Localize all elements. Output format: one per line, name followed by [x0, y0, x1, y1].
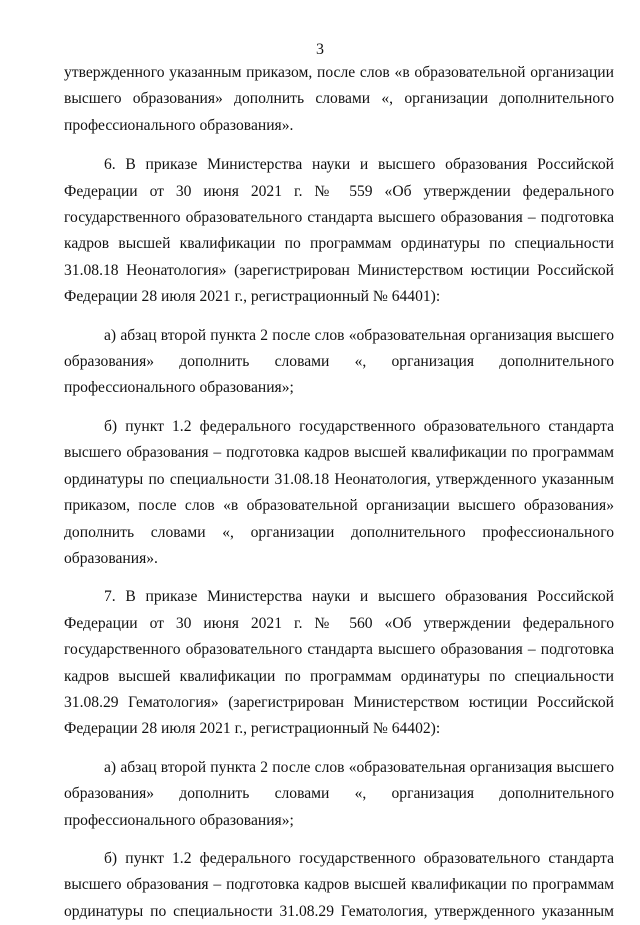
document-body	[64, 60, 614, 925]
paragraph-item-6b: б) пункт 1.2 федерального государственного образовательного стандарта высшего образования – подготовка кадров высшей квалификации по программам ординатуры по специальности 31.08.18 Неонатология, утвержденного указанным приказом, после слов «в образовательной организации высшего образования» дополнить словами «, организации дополнительного профессионального образования».	[64, 417, 614, 567]
paragraph-item-7: 7. В приказе Министерства науки и высшего образования Российской Федерации от 30 июня 2021 г. № 560 «Об утверждении федерального государственного образовательного стандарта высшего образования – подготовка кадров высшей квалификации по программам ординатуры по специальности 31.08.29 Гематология» (зарегистрирован Министерством юстиции Российской Федерации 28 июля 2021 г., регистрационный № 64402):	[64, 588, 614, 738]
paragraph-continuation: утвержденного указанным приказом, после слов «в образовательной организации высшего образования» дополнить словами «, организации дополнительного профессионального образования».	[64, 64, 614, 134]
page-number: 3	[316, 41, 324, 58]
paragraph-item-7a: а) абзац второй пункта 2 после слов «образовательная организация высшего образования» дополнить словами «, организация дополнительного профессионального образования»;	[64, 758, 614, 829]
paragraph-item-7b: б) пункт 1.2 федерального государственного образовательного стандарта высшего образования – подготовка кадров высшей квалификации по программам ординатуры по специальности 31.08.29 Гематология, утвержденного указанным	[64, 849, 614, 920]
paragraph-item-6: 6. В приказе Министерства науки и высшего образования Российской Федерации от 30 июня 2021 г. № 559 «Об утверждении федерального государственного образовательного стандарта высшего образования – подготовка кадров высшей квалификации по программам ординатуры по специальности 31.08.18 Неонатология» (зарегистрирован Министерством юстиции Российской Федерации 28 июля 2021 г., регистрационный № 64401):	[64, 156, 614, 306]
paragraph-item-6a: а) абзац второй пункта 2 после слов «образовательная организация высшего образования» дополнить словами «, организация дополнительного профессионального образования»;	[64, 326, 614, 397]
